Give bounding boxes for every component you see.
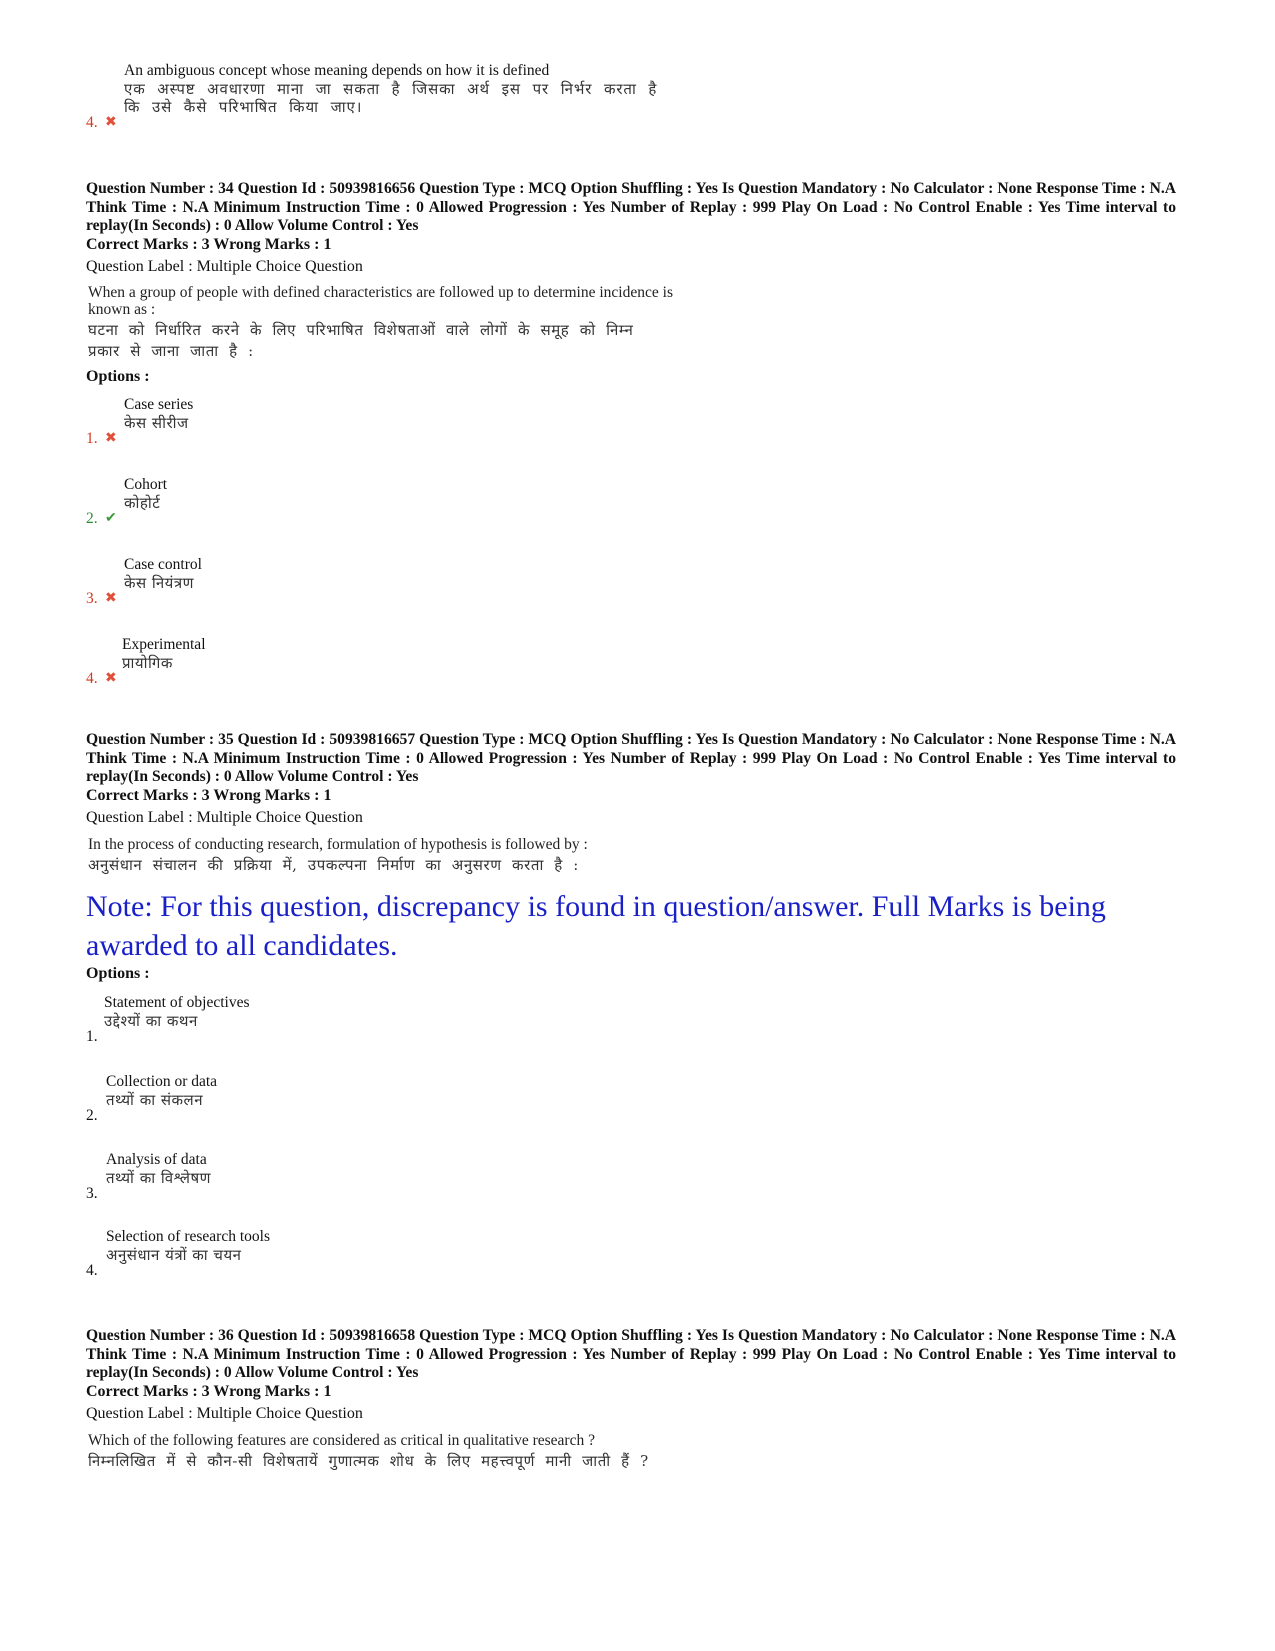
- option-number: 3.: [86, 1185, 98, 1202]
- option-number: 2.: [86, 510, 98, 527]
- option-text-hi-line-2: कि उसे कैसे परिभाषित किया जाए।: [124, 98, 363, 116]
- question-text: [88, 836, 673, 876]
- question-label: Question Label : Multiple Choice Question: [86, 1405, 363, 1422]
- question-text-hi: निम्नलिखित में से कौन-सी विशेषतायें गुणात्मक शोध के लिए महत्त्वपूर्ण मानी जाती हैं ?: [88, 1452, 649, 1470]
- question-meta: Question Number : 34 Question Id : 50939816656 Question Type : MCQ Option Shuffling : Yes Is Question Mandatory : No Calculator : None Response Time : N.A Think Time : N.A Minimum Instruction Time : 0 Allowed Progression : Yes Number of Replay : 999 Play On Load : No Control Enable : Yes Time interval to replay(In Seconds) : 0 Allow Volume Control : Yes: [86, 180, 1176, 234]
- option-text-en: Statement of objectives: [104, 994, 250, 1011]
- cross-icon: ✖: [105, 671, 117, 686]
- option-text-en: Analysis of data: [106, 1151, 207, 1168]
- option-text-en: Case control: [124, 556, 202, 573]
- option-text-hi: केस नियंत्रण: [124, 574, 194, 592]
- option-2: [86, 1073, 486, 1125]
- option-4-previous-question: [86, 62, 786, 132]
- options-heading: Options :: [86, 368, 150, 385]
- question-text-en: Which of the following features are considered as critical in qualitative research ?: [88, 1432, 595, 1449]
- option-text-hi: तथ्यों का संकलन: [106, 1091, 204, 1109]
- option-text-en: Experimental: [122, 636, 206, 653]
- question-marks: Correct Marks : 3 Wrong Marks : 1: [86, 1383, 332, 1400]
- option-number: 3.: [86, 590, 98, 607]
- options-heading: Options :: [86, 965, 150, 982]
- cross-icon: ✖: [105, 115, 117, 130]
- option-text-hi: प्रायोगिक: [122, 654, 173, 672]
- option-text-hi: उद्देश्यों का कथन: [104, 1012, 198, 1030]
- question-marks: Correct Marks : 3 Wrong Marks : 1: [86, 787, 332, 804]
- option-2: [86, 476, 486, 528]
- option-1: [86, 396, 486, 448]
- option-text-en: Case series: [124, 396, 194, 413]
- option-number: 4.: [86, 1262, 98, 1279]
- question-text-en: When a group of people with defined characteristics are followed up to determine incidence is known as :: [88, 284, 673, 318]
- question-marks: Correct Marks : 3 Wrong Marks : 1: [86, 236, 332, 253]
- option-text-en: Collection or data: [106, 1073, 218, 1090]
- option-3: [86, 556, 486, 608]
- option-number: 1.: [86, 430, 98, 447]
- option-text-hi: केस सीरीज: [124, 414, 189, 432]
- option-number: 1.: [86, 1028, 98, 1045]
- check-icon: ✔: [105, 511, 117, 526]
- cross-icon: ✖: [105, 591, 117, 606]
- discrepancy-note: Note: For this question, discrepancy is found in question/answer. Full Marks is being awarded to all candidates.: [86, 890, 1106, 962]
- option-text-en: An ambiguous concept whose meaning depends on how it is defined: [124, 62, 550, 79]
- question-text-en: In the process of conducting research, formulation of hypothesis is followed by :: [88, 836, 588, 853]
- question-label: Question Label : Multiple Choice Question: [86, 258, 363, 275]
- question-meta: Question Number : 36 Question Id : 50939816658 Question Type : MCQ Option Shuffling : Yes Is Question Mandatory : No Calculator : None Response Time : N.A Think Time : N.A Minimum Instruction Time : 0 Allowed Progression : Yes Number of Replay : 999 Play On Load : No Control Enable : Yes Time interval to replay(In Seconds) : 0 Allow Volume Control : Yes: [86, 1327, 1176, 1381]
- option-number: 4.: [86, 114, 98, 131]
- option-number: 4.: [86, 670, 98, 687]
- question-text: [88, 1432, 678, 1472]
- question-text-hi: घटना को निर्धारित करने के लिए परिभाषित विशेषताओं वाले लोगों के समूह को निम्न प्रकार से जाना जाता है :: [88, 321, 634, 360]
- option-text-hi: तथ्यों का विश्लेषण: [106, 1169, 211, 1187]
- option-text-en: Selection of research tools: [106, 1228, 270, 1245]
- option-4: [86, 636, 486, 688]
- option-3: [86, 1151, 486, 1203]
- option-text-hi: कोहोर्ट: [124, 494, 161, 512]
- option-text-hi-line-1: एक अस्पष्ट अवधारणा माना जा सकता है जिसका अर्थ इस पर निर्भर करता है: [124, 80, 658, 98]
- option-text-en: Cohort: [124, 476, 168, 493]
- question-text-hi: अनुसंधान संचालन की प्रक्रिया में, उपकल्पना निर्माण का अनुसरण करता है :: [88, 856, 579, 874]
- question-text: [88, 284, 673, 362]
- question-label: Question Label : Multiple Choice Question: [86, 809, 363, 826]
- option-1: [86, 994, 486, 1046]
- option-text-hi: अनुसंधान यंत्रों का चयन: [106, 1246, 242, 1264]
- cross-icon: ✖: [105, 431, 117, 446]
- option-4: [86, 1228, 486, 1280]
- option-number: 2.: [86, 1107, 98, 1124]
- question-meta: Question Number : 35 Question Id : 50939816657 Question Type : MCQ Option Shuffling : Yes Is Question Mandatory : No Calculator : None Response Time : N.A Think Time : N.A Minimum Instruction Time : 0 Allowed Progression : Yes Number of Replay : 999 Play On Load : No Control Enable : Yes Time interval to replay(In Seconds) : 0 Allow Volume Control : Yes: [86, 731, 1176, 785]
